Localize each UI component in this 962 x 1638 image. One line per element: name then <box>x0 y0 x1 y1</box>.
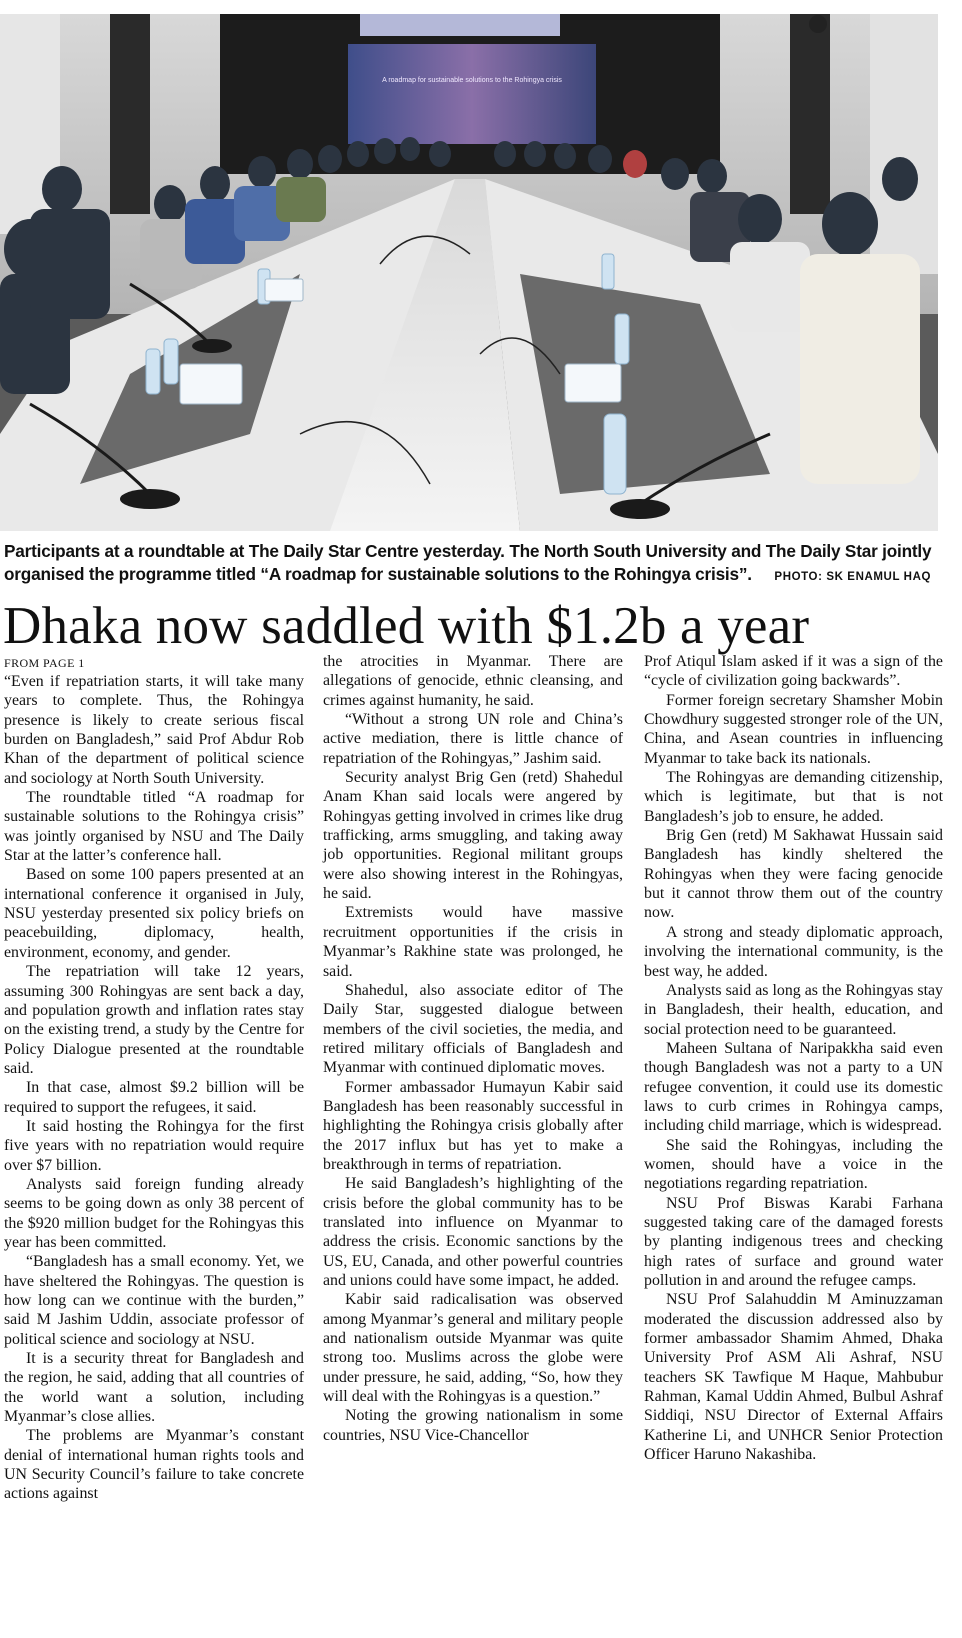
paragraph: It said hosting the Rohingya for the first five years with no repatriation would require over $7 billion. <box>4 1117 304 1174</box>
paragraph: The Rohingyas are demanding citizenship, which is legitimate, but that is not Bangladesh’s job to ensure, he added. <box>644 769 943 825</box>
paragraph: In that case, almost $9.2 billion will be required to support the refugees, it said. <box>4 1079 304 1116</box>
paragraph: Noting the growing nationalism in some countries, NSU Vice-Chancellor <box>323 1407 623 1444</box>
paragraph: Shahedul, also associate editor of The Daily Star, suggested dialogue between members of the civil societies, the media, and retired military officials of Bangladesh and Myanmar with continued diplomatic moves. <box>323 981 623 1077</box>
paragraph: “Even if repatriation starts, it will take many years to complete. Thus, the Rohingya presence is likely to create serious fiscal burden on Bangladesh,” said Prof Abdur Rob Khan of the department of political science and sociology at North South University. <box>4 673 304 787</box>
paragraph: Former foreign secretary Shamsher Mobin Chowdhury suggested stronger role of the UN, China, and Asean countries in influencing Myanmar to take back its nationals. <box>644 691 943 767</box>
article-column-1 <box>4 672 304 1504</box>
news-photo <box>0 14 938 531</box>
paragraph-continued: Prof Atiqul Islam asked if it was a sign of the “cycle of civilization going backwards”. <box>644 653 943 690</box>
banner-text: A roadmap for sustainable solutions to the Rohingya crisis <box>382 77 562 84</box>
paragraph: Analysts said foreign funding already seems to be going down as only 38 percent of the $920 million budget for the Rohingyas this year has been committed. <box>4 1175 304 1251</box>
article-column-2 <box>323 652 623 1445</box>
paragraph: The repatriation will take 12 years, assuming 300 Rohingyas are sent back a day, and population growth and inflation rates stay on the existing trend, a study by the Centre for Policy Dialogue presented at the roundtable said. <box>4 963 304 1077</box>
paragraph: NSU Prof Salahuddin M Aminuzzaman moderated the discussion addressed also by former ambassador Shamim Ahmed, Dhaka University Prof ASM Ali Ashraf, NSU teachers SK Tawfique M Haque, Mahbubur Rahman, Kamal Uddin Ahmed, Bulbul Ashraf Siddiqi, NSU Director of External Affairs Katherine Li, and UNHCR Senior Protection Officer Haruno Nakashiba. <box>644 1291 943 1464</box>
paragraph: NSU Prof Biswas Karabi Farhana suggested taking care of the damaged forests by planting indigenous trees and checking high rates of surface and ground water pollution in and around the refugee camps. <box>644 1194 943 1289</box>
paragraph: Extremists would have massive recruitment opportunities if the crisis in Myanmar’s Rakhine state was prolonged, he said. <box>323 904 623 980</box>
caption-text: Participants at a roundtable at The Daily Star Centre yesterday. The North South University and The Daily Star jointly organised the programme titled “A roadmap for sustainable solutions to the Rohingya crisis”. <box>4 541 932 584</box>
paragraph: A strong and steady diplomatic approach, involving the international community, is the best way, he added. <box>644 923 943 980</box>
paragraph: “Without a strong UN role and China’s active mediation, there is little chance of repatriation of the Rohingyas,” Jashim said. <box>323 711 623 767</box>
photo-caption <box>4 540 939 589</box>
continued-from-label: FROM PAGE 1 <box>4 656 85 670</box>
headline: Dhaka now saddled with $1.2b a year <box>3 597 810 655</box>
paragraph: Security analyst Brig Gen (retd) Shahedul Anam Khan said locals were angered by Rohingyas getting involved in crimes like drug trafficking, arms smuggling, and taking away job opportunities. Regional militant groups were also showing interest in the Rohingyas, he said. <box>323 769 623 903</box>
event-banner <box>348 44 596 144</box>
paragraph: Kabir said radicalisation was observed among Myanmar’s general and military people and nationalism outside Myanmar was quite strong too. Muslims across the globe were under pressure, he said, adding, “So, how they will deal with the Rohingyas is a question.” <box>323 1291 623 1406</box>
paragraph: Former ambassador Humayun Kabir said Bangladesh has been reasonably successful in highlighting the Rohingya crisis globally after the 2017 influx but has yet to make a breakthrough in terms of repatriation. <box>323 1078 623 1173</box>
paragraph: Brig Gen (retd) M Sakhawat Hussain said Bangladesh has kindly sheltered the Rohingyas when they were facing genocide but it cannot throw them out of the country now. <box>644 827 943 922</box>
photo-credit: PHOTO: SK ENAMUL HAQ <box>774 571 932 583</box>
paragraph: “Bangladesh has a small economy. Yet, we have sheltered the Rohingyas. The question is how long can we continue with the burden,” said M Jashim Uddin, associate professor of political science and sociology at NSU. <box>4 1253 304 1348</box>
paragraph-continued: the atrocities in Myanmar. There are allegations of genocide, ethnic cleansing, and crimes against humanity, he said. <box>323 653 623 709</box>
paragraph: Analysts said as long as the Rohingyas stay in Bangladesh, their health, education, and social protection need to be guaranteed. <box>644 981 943 1038</box>
paragraph: The roundtable titled “A roadmap for sustainable solutions to the Rohingya crisis” was jointly organised by NSU and The Daily Star at the latter’s conference hall. <box>4 789 304 865</box>
paragraph: The problems are Myanmar’s constant denial of international human rights tools and UN Security Council’s failure to take concrete actions against <box>4 1427 304 1503</box>
paragraph: Based on some 100 papers presented at an international conference it organised in July, NSU yesterday presented six policy briefs on peacebuilding, diplomacy, health, environment, economy, and gender. <box>4 866 304 961</box>
paragraph: She said the Rohingyas, including the women, should have a voice in the negotiations regarding repatriation. <box>644 1136 943 1193</box>
paragraph: He said Bangladesh’s highlighting of the crisis before the global community has to be translated into influence on Myanmar to address the crisis. Economic sanctions by the US, EU, Canada, and other powerful countries and unions could have some impact, he added. <box>323 1175 623 1289</box>
paragraph: It is a security threat for Bangladesh and the region, he said, adding that all countries of the world want a solution, including Myanmar’s close allies. <box>4 1350 304 1426</box>
roundtable-photo-illustration <box>0 14 938 531</box>
article-column-3 <box>644 652 943 1464</box>
paragraph: Maheen Sultana of Naripakkha said even though Bangladesh was not a party to a UN refugee convention, it could use its domestic laws to curb crimes in Rohingya camps, including child marriage, which is widespread. <box>644 1039 943 1135</box>
